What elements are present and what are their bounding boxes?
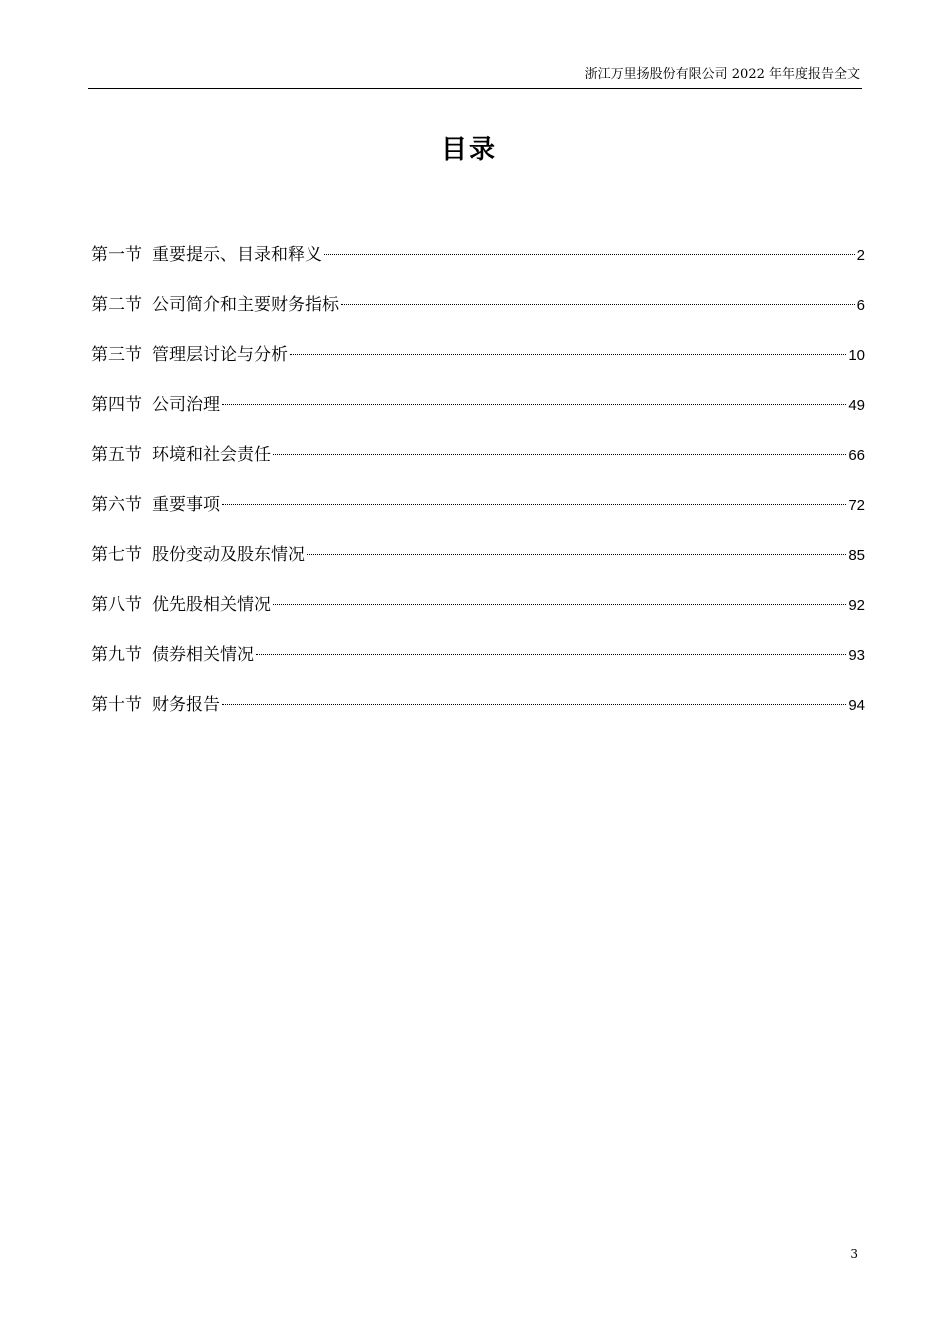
toc-page-number: 6 xyxy=(856,297,865,314)
toc-page-number: 85 xyxy=(848,547,865,564)
toc-entry-7[interactable] xyxy=(91,541,865,591)
dot-leader xyxy=(222,404,846,405)
toc-section-number: 第九节 xyxy=(91,645,142,665)
dot-leader xyxy=(222,504,846,505)
toc-section-title: 公司治理 xyxy=(152,395,220,415)
toc-section-number: 第六节 xyxy=(91,495,142,515)
toc-section-title: 优先股相关情况 xyxy=(152,595,271,615)
toc-page-number: 10 xyxy=(848,347,865,364)
toc-section-number: 第七节 xyxy=(91,545,142,565)
toc-page-number: 49 xyxy=(848,397,865,414)
toc-section-title: 环境和社会责任 xyxy=(152,445,271,465)
header-text: 浙江万里扬股份有限公司 2022 年年度报告全文 xyxy=(584,67,860,82)
toc-section-number: 第五节 xyxy=(91,445,142,465)
toc-section-number: 第四节 xyxy=(91,395,142,415)
toc-page-number: 93 xyxy=(848,647,865,664)
toc-section-number: 第一节 xyxy=(91,245,142,265)
toc-page-number: 72 xyxy=(848,497,865,514)
dot-leader xyxy=(307,554,846,555)
toc-section-title: 债券相关情况 xyxy=(152,645,254,665)
toc-section-number: 第三节 xyxy=(91,345,142,365)
dot-leader xyxy=(256,654,846,655)
toc-entry-5[interactable] xyxy=(91,441,865,491)
toc-page-number: 94 xyxy=(848,697,865,714)
toc-section-number: 第二节 xyxy=(91,295,142,315)
toc-entry-3[interactable] xyxy=(91,341,865,391)
dot-leader xyxy=(222,704,846,705)
toc-entry-10[interactable] xyxy=(91,691,865,741)
page-title: 目录 xyxy=(440,135,497,165)
toc-entry-6[interactable] xyxy=(91,491,865,541)
toc-section-number: 第十节 xyxy=(91,695,142,715)
dot-leader xyxy=(273,604,846,605)
dot-leader xyxy=(273,454,846,455)
toc-section-number: 第八节 xyxy=(91,595,142,615)
toc-entry-4[interactable] xyxy=(91,391,865,441)
dot-leader xyxy=(324,254,855,255)
toc-entry-9[interactable] xyxy=(91,641,865,691)
toc-page-number: 92 xyxy=(848,597,865,614)
toc-section-title: 公司简介和主要财务指标 xyxy=(152,295,339,315)
toc-entry-2[interactable] xyxy=(91,291,865,341)
table-of-contents xyxy=(91,241,865,741)
page-header xyxy=(88,66,862,89)
toc-entry-8[interactable] xyxy=(91,591,865,641)
toc-section-title: 管理层讨论与分析 xyxy=(152,345,288,365)
toc-section-title: 股份变动及股东情况 xyxy=(152,545,305,565)
toc-entry-1[interactable] xyxy=(91,241,865,291)
toc-page-number: 2 xyxy=(856,247,865,264)
toc-section-title: 重要提示、目录和释义 xyxy=(152,245,322,265)
toc-section-title: 财务报告 xyxy=(152,695,220,715)
toc-section-title: 重要事项 xyxy=(152,495,220,515)
page-number: 3 xyxy=(850,1247,858,1261)
dot-leader xyxy=(290,354,846,355)
dot-leader xyxy=(341,304,855,305)
toc-page-number: 66 xyxy=(848,447,865,464)
